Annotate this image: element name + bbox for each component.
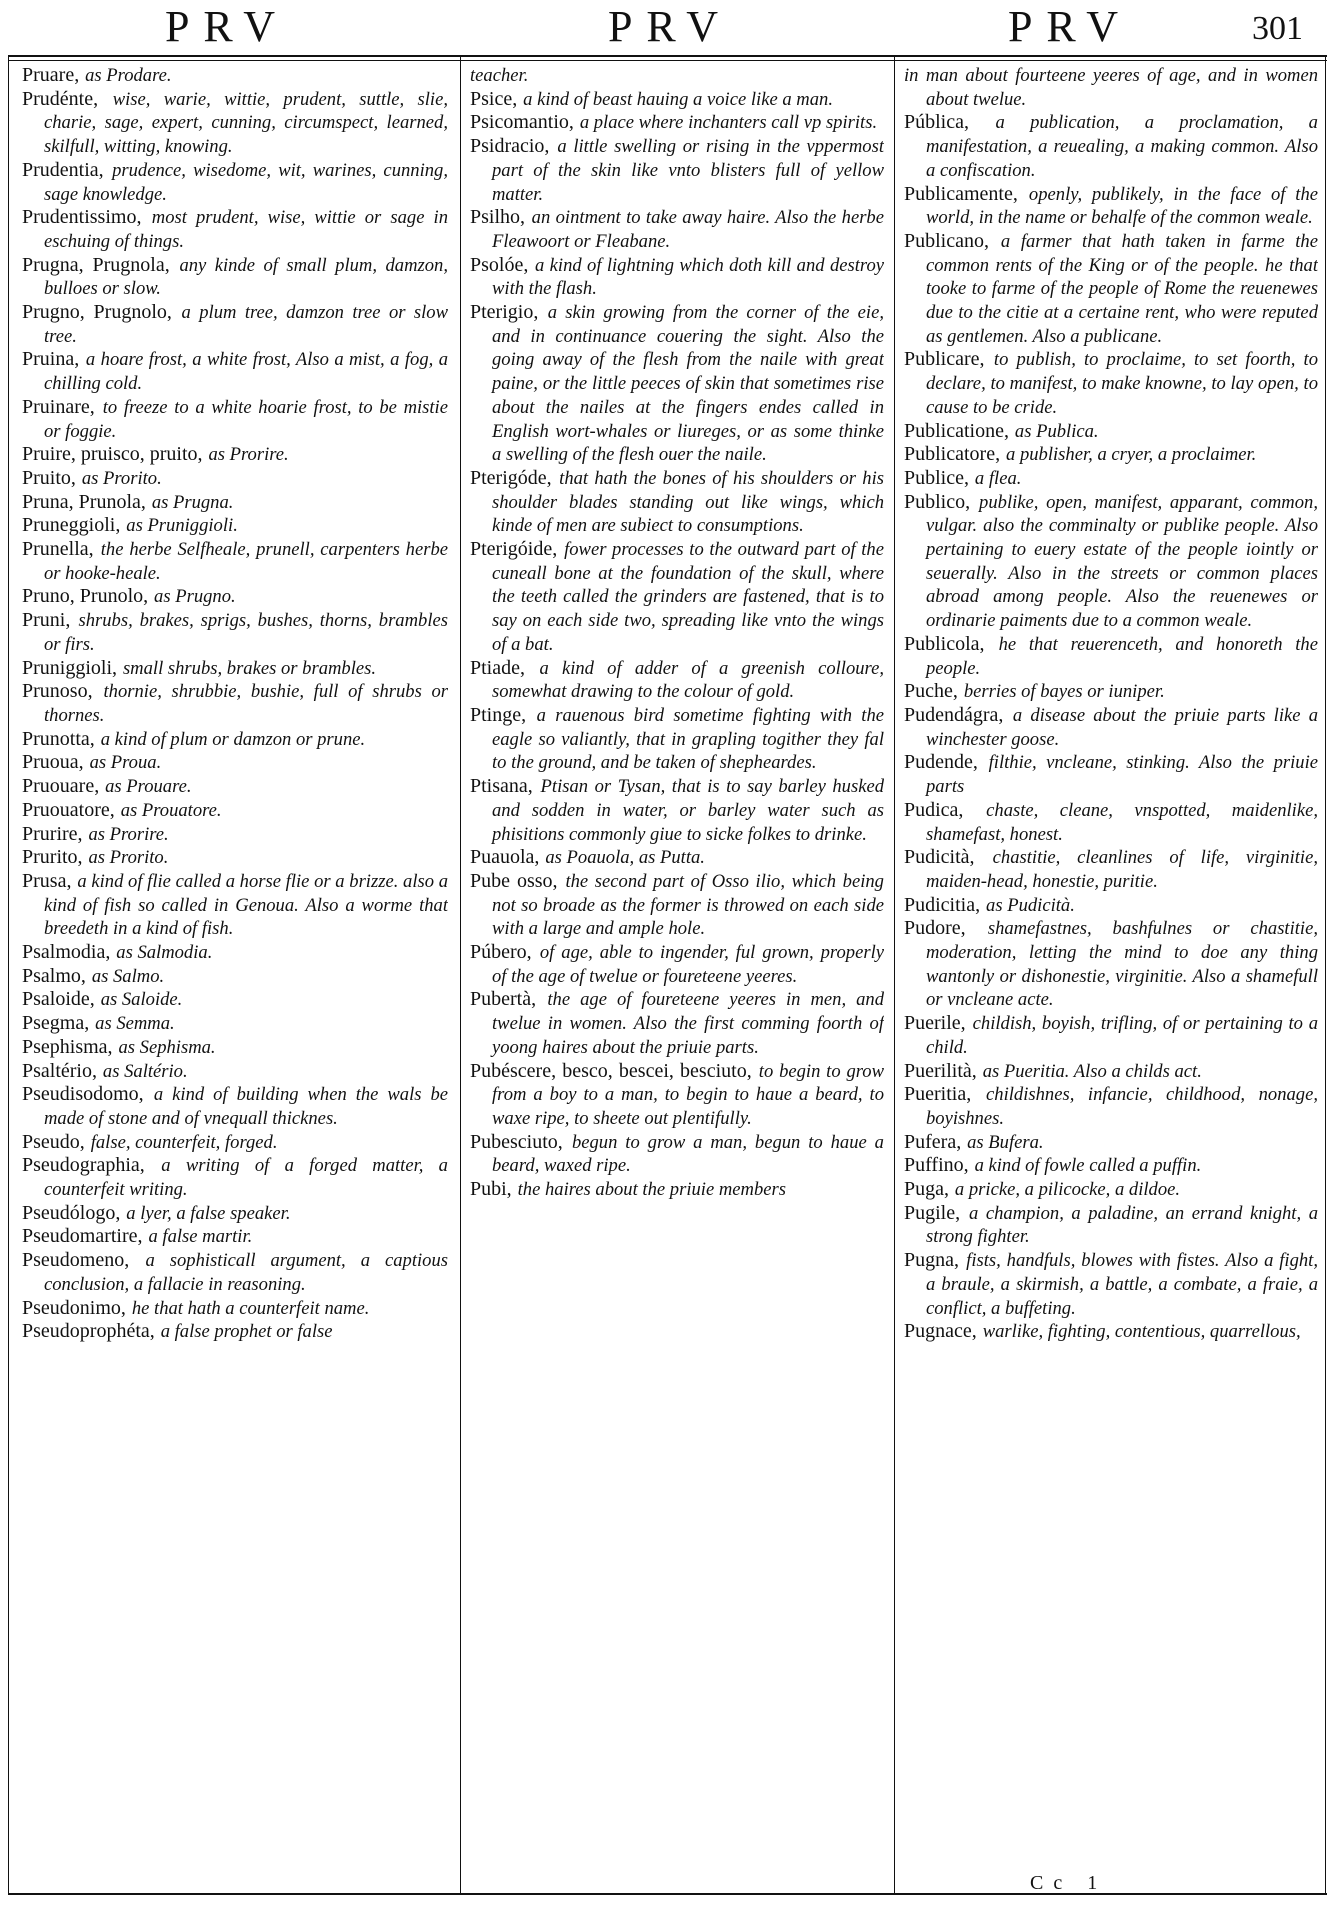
column-right	[904, 64, 1318, 1888]
entry-headword: Prunotta,	[22, 727, 95, 750]
dictionary-entry	[22, 467, 448, 491]
right-border	[1325, 56, 1326, 1893]
entry-headword: Pruina,	[22, 348, 80, 371]
entry-definition: openly, publikely, in the face of the world, in the name or behalfe of the common weale.	[926, 183, 1318, 229]
entry-headword: Pugile,	[904, 1201, 961, 1224]
dictionary-entry	[22, 1297, 448, 1321]
dictionary-entry	[22, 609, 448, 656]
entry-definition: a sophisticall argument, a captious conclusion, a fallacie in reasoning.	[44, 1250, 448, 1295]
entry-headword: Pruire, pruisco, pruito,	[22, 443, 203, 466]
entry-definition: publike, open, manifest, apparant, common, vulgar. also the comminalty or publike people. Also pertaining to euery estate of the people iointly or seuerally. Also in the streets or common places abroad among people. Also the reuenewes or ordinarie paiments due to a common weale.	[926, 491, 1318, 632]
column-divider-1	[460, 56, 461, 1893]
entry-definition: as Pueritia. Also a childs act.	[982, 1060, 1202, 1082]
entry-definition: of age, able to ingender, ful grown, properly of the age of twelue or foureteene yeeres.	[492, 942, 884, 987]
entry-definition: the herbe Selfheale, prunell, carpenters herbe or hooke-heale.	[44, 539, 448, 584]
entry-headword: Pseudographia,	[22, 1154, 145, 1177]
dictionary-entry	[904, 1131, 1318, 1155]
dictionary-entry	[22, 1154, 448, 1201]
entry-headword: Prudentia,	[22, 158, 104, 181]
dictionary-entry	[22, 514, 448, 538]
dictionary-entry	[470, 538, 884, 657]
entry-headword: Publicano,	[904, 229, 989, 252]
entry-headword: Pseudisodomo,	[22, 1083, 144, 1106]
entry-definition: a kind of flie called a horse flie or a brizze. also a kind of fish so called in Genoua. Also a worme that breedeth in a kind of fish.	[44, 870, 448, 940]
entry-headword: Pruni,	[22, 609, 71, 632]
entry-headword: Prusa,	[22, 869, 72, 892]
entry-definition: as Saloide.	[100, 989, 183, 1011]
dictionary-entry	[22, 301, 448, 348]
entry-headword: Ptiade,	[470, 656, 525, 679]
entry-definition: shrubs, brakes, sprigs, bushes, thorns, brambles or firs.	[44, 610, 448, 655]
entry-definition: childish, boyish, trifling, of or pertaining to a child.	[926, 1013, 1318, 1058]
entry-headword: Pudica,	[904, 798, 964, 821]
dictionary-entry	[904, 420, 1318, 444]
entry-definition: as Proua.	[89, 752, 162, 774]
dictionary-entry	[904, 680, 1318, 704]
entry-headword: Pubertà,	[470, 988, 537, 1011]
entry-headword: Pseudomartire,	[22, 1225, 143, 1248]
entry-headword: Prurito,	[22, 846, 83, 869]
entry-headword: Pseudoprophéta,	[22, 1320, 155, 1343]
dictionary-entry	[470, 111, 884, 135]
dictionary-entry	[22, 585, 448, 609]
column-middle	[470, 64, 884, 1888]
dictionary-entry	[22, 1202, 448, 1226]
entry-definition: a kind of building when the wals be made of stone and of vnequall thicknes.	[44, 1084, 448, 1129]
entry-headword: Publicatore,	[904, 443, 1001, 466]
entry-headword: Pseudonimo,	[22, 1296, 126, 1319]
running-header	[0, 0, 1335, 54]
dictionary-entry	[470, 467, 884, 538]
entry-definition: as Pruniggioli.	[126, 515, 238, 537]
entry-headword: Pruito,	[22, 466, 76, 489]
dictionary-entry	[470, 870, 884, 941]
entry-headword: Psegma,	[22, 1012, 90, 1035]
entry-definition: to publish, to proclaime, to set foorth, to declare, to manifest, to make knowne, to lay open, to cause to be cride.	[926, 349, 1318, 418]
dictionary-entry	[22, 491, 448, 515]
entry-headword: Prudentissimo,	[22, 206, 142, 229]
entry-definition: as Prouatore.	[120, 799, 222, 821]
entry-definition: he that reuerenceth, and honoreth the people.	[926, 633, 1318, 679]
entry-definition: a plum tree, damzon tree or slow tree.	[44, 302, 448, 347]
entry-headword: Psolóe,	[470, 253, 529, 276]
entry-headword: Pugnace,	[904, 1320, 977, 1343]
entry-headword: Pruinare,	[22, 395, 95, 418]
entry-headword: Psidracio,	[470, 135, 550, 158]
dictionary-entry	[470, 88, 884, 112]
page-number: 301	[1252, 10, 1303, 47]
entry-headword: Puffino,	[904, 1154, 969, 1177]
dictionary-entry	[904, 1083, 1318, 1130]
entry-headword: Puerile,	[904, 1012, 966, 1035]
column-divider-2	[894, 56, 895, 1893]
dictionary-entry	[904, 467, 1318, 491]
entry-definition: as Semma.	[95, 1013, 175, 1035]
entry-headword: Pública,	[904, 111, 969, 134]
entry-headword: Pruno, Prunolo,	[22, 585, 149, 608]
dictionary-entry	[904, 1154, 1318, 1178]
entry-definition: as Sephisma.	[118, 1036, 216, 1058]
header-rule	[8, 55, 1327, 57]
entry-headword: Psalmodia,	[22, 941, 111, 964]
running-head-left: PRV	[164, 2, 290, 51]
entry-headword: Publice,	[904, 466, 969, 489]
entry-headword: Puche,	[904, 680, 958, 703]
entry-headword: Pudore,	[904, 917, 966, 940]
entry-headword: Publicare,	[904, 348, 985, 371]
entry-headword: Pueritia,	[904, 1083, 972, 1106]
dictionary-entry	[22, 965, 448, 989]
entry-definition: he that hath a counterfeit name.	[131, 1297, 370, 1319]
dictionary-entry	[22, 870, 448, 941]
entry-headword: Pube osso,	[470, 869, 558, 892]
dictionary-entry	[22, 799, 448, 823]
entry-definition: most prudent, wise, wittie or sage in eschuing of things.	[44, 207, 448, 252]
dictionary-entry	[22, 1320, 448, 1344]
entry-definition: as Bufera.	[967, 1131, 1044, 1153]
dictionary-entry	[904, 1202, 1318, 1249]
entry-definition: as Poauola, as Putta.	[545, 847, 705, 869]
entry-definition: as Prorire.	[208, 444, 289, 466]
entry-definition: a little swelling or rising in the vppermost part of the skin like vnto blisters full of yellow matter.	[492, 136, 884, 205]
entry-definition: prudence, wisedome, wit, warines, cunning, sage knowledge.	[44, 159, 448, 205]
left-border	[8, 56, 9, 1893]
entry-definition: a kind of adder of a greenish colloure, somewhat drawing to the colour of gold.	[492, 657, 884, 703]
entry-definition: chaste, cleane, vnspotted, maidenlike, shamefast, honest.	[926, 799, 1318, 845]
dictionary-entry	[22, 657, 448, 681]
entry-headword: Psalmo,	[22, 964, 86, 987]
dictionary-entry	[904, 64, 1318, 111]
dictionary-entry	[904, 1178, 1318, 1202]
dictionary-entry	[470, 657, 884, 704]
dictionary-entry	[904, 111, 1318, 182]
dictionary-entry	[22, 1131, 448, 1155]
entry-definition: filthie, vncleane, stinking. Also the priuie parts	[926, 752, 1318, 798]
entry-headword: Púbero,	[470, 941, 532, 964]
entry-headword: Prurire,	[22, 822, 83, 845]
entry-headword: Pruouatore,	[22, 798, 115, 821]
dictionary-entry	[470, 1178, 884, 1202]
dictionary-entry	[22, 443, 448, 467]
entry-headword: Pruneggioli,	[22, 514, 121, 537]
entry-definition: the age of foureteene yeeres in men, and twelue in women. Also the first comming foorth of yoong haires about the priuie parts.	[492, 989, 884, 1058]
entry-headword: Pseudomeno,	[22, 1249, 130, 1272]
signature-mark: Cc 1	[1030, 1872, 1108, 1894]
dictionary-entry	[904, 1012, 1318, 1059]
entry-headword: Pterigóde,	[470, 466, 552, 489]
entry-headword: Puga,	[904, 1178, 949, 1201]
dictionary-entry	[22, 728, 448, 752]
entry-headword: Publicatione,	[904, 419, 1009, 442]
entry-headword: Puerilità,	[904, 1059, 977, 1082]
dictionary-entry	[22, 254, 448, 301]
entry-headword: Pterigio,	[470, 301, 539, 324]
entry-headword: Pubesciuto,	[470, 1130, 563, 1153]
entry-definition: begun to grow a man, begun to haue a beard, waxed ripe.	[492, 1131, 884, 1177]
entry-headword: Publicamente,	[904, 182, 1018, 205]
dictionary-entry	[470, 254, 884, 301]
entry-definition: Ptisan or Tysan, that is to say barley husked and sodden in water, or barley water such as phisitions commonly giue to sicke folkes to drinke.	[492, 776, 884, 845]
entry-definition: to begin to grow from a boy to a man, to begin to haue a beard, to waxe ripe, to sheete out plentifully.	[492, 1060, 884, 1129]
dictionary-entry	[22, 348, 448, 395]
dictionary-entry	[470, 135, 884, 206]
entry-definition: as Prouare.	[105, 776, 192, 798]
dictionary-entry	[22, 538, 448, 585]
dictionary-entry	[22, 159, 448, 206]
dictionary-entry	[904, 799, 1318, 846]
dictionary-entry	[904, 183, 1318, 230]
entry-definition: teacher.	[470, 65, 529, 86]
running-head-right: PRV	[1007, 2, 1133, 51]
entry-definition: a false prophet or false	[160, 1321, 333, 1343]
dictionary-entry	[22, 88, 448, 159]
dictionary-entry	[22, 1012, 448, 1036]
dictionary-entry	[22, 823, 448, 847]
entry-headword: Pubéscere, besco, bescei, besciuto,	[470, 1059, 752, 1082]
dictionary-entry	[904, 633, 1318, 680]
dictionary-entry	[22, 1060, 448, 1084]
dictionary-entry	[22, 396, 448, 443]
dictionary-entry	[470, 301, 884, 467]
entry-headword: Prudénte,	[22, 87, 99, 110]
entry-definition: a publisher, a cryer, a proclaimer.	[1006, 444, 1257, 466]
dictionary-entry	[904, 894, 1318, 918]
dictionary-entry	[22, 751, 448, 775]
dictionary-entry	[470, 64, 884, 88]
entry-definition: a kind of lightning which doth kill and destroy with the flash.	[492, 254, 884, 300]
entry-headword: Psicomantio,	[470, 111, 574, 134]
dictionary-entry	[22, 1036, 448, 1060]
entry-definition: shamefastnes, bashfulnes or chastitie, moderation, letting the mind to doe any thing wantonly or dishonestie, virginitie. Also a shamefull or vncleane acte.	[926, 918, 1318, 1011]
entry-headword: Pseudo,	[22, 1130, 85, 1153]
footer-rule	[8, 1893, 1327, 1895]
entry-definition: berries of bayes or iuniper.	[963, 681, 1165, 703]
dictionary-entry	[470, 775, 884, 846]
entry-definition: a kind of plum or damzon or prune.	[100, 728, 366, 750]
entry-headword: Pterigóide,	[470, 538, 558, 561]
entry-definition: false, counterfeit, forged.	[90, 1131, 278, 1153]
dictionary-entry	[22, 988, 448, 1012]
dictionary-entry	[22, 775, 448, 799]
entry-headword: Psilho,	[470, 206, 526, 229]
entry-definition: as Salmodia.	[116, 942, 213, 964]
dictionary-entry	[22, 206, 448, 253]
entry-definition: a hoare frost, a white frost, Also a mist, a fog, a chilling cold.	[44, 349, 448, 395]
entry-headword: Pruouare,	[22, 775, 100, 798]
entry-definition: any kinde of small plum, damzon, bulloes or slow.	[44, 254, 448, 300]
dictionary-entry	[904, 917, 1318, 1012]
dictionary-entry	[22, 1249, 448, 1296]
entry-headword: Ptinge,	[470, 703, 527, 726]
entry-definition: a pricke, a pilicocke, a dildoe.	[954, 1179, 1181, 1201]
dictionary-entry	[904, 348, 1318, 419]
entry-definition: a false martir.	[148, 1226, 253, 1248]
dictionary-entry	[904, 1060, 1318, 1084]
dictionary-entry	[22, 1225, 448, 1249]
entry-headword: Pugna,	[904, 1249, 959, 1272]
entry-definition: as Prorito.	[88, 847, 169, 869]
entry-headword: Pudicitia,	[904, 893, 981, 916]
entry-definition: a lyer, a false speaker.	[126, 1202, 291, 1224]
entry-definition: as Prorire.	[88, 823, 169, 845]
dictionary-entry	[904, 491, 1318, 633]
dictionary-entry	[22, 64, 448, 88]
running-head-middle: PRV	[607, 2, 733, 51]
entry-definition: that hath the bones of his shoulders or his shoulder blades standing out like wings, which kinde of men are subiect to consumptions.	[492, 467, 884, 537]
entry-definition: as Prodare.	[85, 65, 172, 86]
column-left	[22, 64, 448, 1888]
entry-headword: Psice,	[470, 87, 518, 110]
dictionary-entry	[904, 230, 1318, 349]
entry-definition: as Prugno.	[154, 586, 236, 608]
entry-definition: as Prugna.	[151, 491, 234, 513]
entry-definition: a kind of beast hauing a voice like a man.	[523, 88, 833, 110]
entry-definition: chastitie, cleanlines of life, virginitie, maiden-head, honestie, puritie.	[926, 847, 1318, 892]
dictionary-entry	[904, 704, 1318, 751]
dictionary-entry	[470, 846, 884, 870]
entry-headword: Pseudólogo,	[22, 1201, 121, 1224]
dictionary-entry	[904, 846, 1318, 893]
entry-definition: as Publica.	[1014, 420, 1099, 442]
entry-definition: the haires about the priuie members	[517, 1179, 786, 1201]
entry-headword: Ptisana,	[470, 775, 533, 798]
dictionary-entry	[470, 206, 884, 253]
entry-headword: Prunoso,	[22, 680, 93, 703]
entry-definition: a farmer that hath taken in farme the common rents of the King or of the people. he that tooke to farme of the people of Rome the reuenewes due to the citie at a certaine rent, who were reputed as gentlemen. Also a publicane.	[926, 230, 1318, 347]
entry-headword: Prunella,	[22, 538, 94, 561]
dictionary-entry	[470, 1131, 884, 1178]
entry-headword: Pudende,	[904, 751, 978, 774]
entry-definition: thornie, shrubbie, bushie, full of shrubs or thornes.	[44, 681, 448, 726]
entry-definition: a publication, a proclamation, a manifestation, a reuealing, a making common. Also a confiscation.	[926, 112, 1318, 181]
dictionary-entry	[470, 1060, 884, 1131]
entry-definition: small shrubs, brakes or brambles.	[122, 657, 377, 679]
entry-definition: a place where inchanters call vp spirits.	[579, 112, 878, 134]
entry-headword: Pruna, Prunola,	[22, 490, 146, 513]
entry-definition: the second part of Osso ilio, which being not so broade as the former is throwed on each side with a large and ample hole.	[492, 870, 884, 940]
dictionary-entry	[904, 1320, 1318, 1344]
entry-headword: Pubi,	[470, 1178, 512, 1201]
dictionary-entry	[22, 680, 448, 727]
entry-headword: Psephisma,	[22, 1035, 113, 1058]
entry-definition: a champion, a paladine, an errand knight, a strong fighter.	[926, 1202, 1318, 1248]
entry-definition: a flea.	[974, 467, 1022, 489]
entry-definition: fists, handfuls, blowes with fistes. Also a fight, a braule, a skirmish, a battle, a combate, a fraie, a conflict, a buffeting.	[926, 1250, 1318, 1319]
entry-definition: to freeze to a white hoarie frost, to be mistie or foggie.	[44, 396, 448, 442]
entry-definition: a disease about the priuie parts like a winchester goose.	[926, 704, 1318, 750]
entry-headword: Publico,	[904, 490, 971, 513]
dictionary-entry	[904, 1249, 1318, 1320]
dictionary-entry	[470, 988, 884, 1059]
entry-definition: a writing of a forged matter, a counterfeit writing.	[44, 1155, 448, 1201]
entry-definition: fower processes to the outward part of the cuneall bone at the foundation of the skull, where the teeth called the grinders are fastened, that is to say on each side two, spreading like vnto the wings of a bat.	[492, 539, 884, 655]
entry-definition: as Prorito.	[81, 467, 162, 489]
entry-headword: Pruoua,	[22, 751, 84, 774]
entry-headword: Pruniggioli,	[22, 656, 118, 679]
dictionary-entry	[470, 941, 884, 988]
entry-headword: Puauola,	[470, 846, 540, 869]
entry-headword: Pudicità,	[904, 846, 975, 869]
entry-definition: a skin growing from the corner of the eie, and in continuance couering the sight. Also the going away of the flesh from the naile with great paine, or the little peeces of skin that sometimes rise about the nailes at the fingers endes called in English wort-whales or liureges, or as some thinke a swelling of the flesh ouer the naile.	[492, 302, 884, 466]
entry-headword: Pruare,	[22, 64, 80, 86]
entry-headword: Pufera,	[904, 1130, 962, 1153]
entry-headword: Pudendágra,	[904, 703, 1004, 726]
entry-definition: as Saltério.	[102, 1060, 188, 1082]
entry-definition: a kind of fowle called a puffin.	[974, 1155, 1202, 1177]
dictionary-entry	[904, 443, 1318, 467]
dictionary-entry	[470, 704, 884, 775]
header-rule-inner	[8, 60, 1327, 61]
entry-definition: warlike, fighting, contentious, quarrellous,	[982, 1321, 1301, 1343]
entry-headword: Prugna, Prugnola,	[22, 253, 170, 276]
entry-definition: a rauenous bird sometime fighting with the eagle so valiantly, that in grapling togither they fal to the ground, and be taken of shepheardes.	[492, 704, 884, 774]
dictionary-entry	[22, 1083, 448, 1130]
entry-definition: wise, warie, wittie, prudent, suttle, slie, charie, sage, expert, cunning, circumspect, learned, skilfull, witting, knowing.	[44, 88, 448, 158]
dictionary-entry	[904, 751, 1318, 798]
entry-definition: as Pudicità.	[986, 894, 1075, 916]
dictionary-entry	[22, 846, 448, 870]
entry-definition: an ointment to take away haire. Also the herbe Fleawoort or Fleabane.	[492, 207, 884, 252]
entry-definition: childishnes, infancie, childhood, nonage, boyishnes.	[926, 1084, 1318, 1129]
entry-headword: Prugno, Prugnolo,	[22, 301, 172, 324]
entry-definition: in man about fourteene yeeres of age, and in women about twelue.	[904, 65, 1318, 110]
dictionary-entry	[22, 941, 448, 965]
entry-definition: as Salmo.	[91, 965, 165, 987]
entry-headword: Psaloide,	[22, 988, 95, 1011]
entry-headword: Publicola,	[904, 632, 985, 655]
entry-headword: Psaltério,	[22, 1059, 97, 1082]
